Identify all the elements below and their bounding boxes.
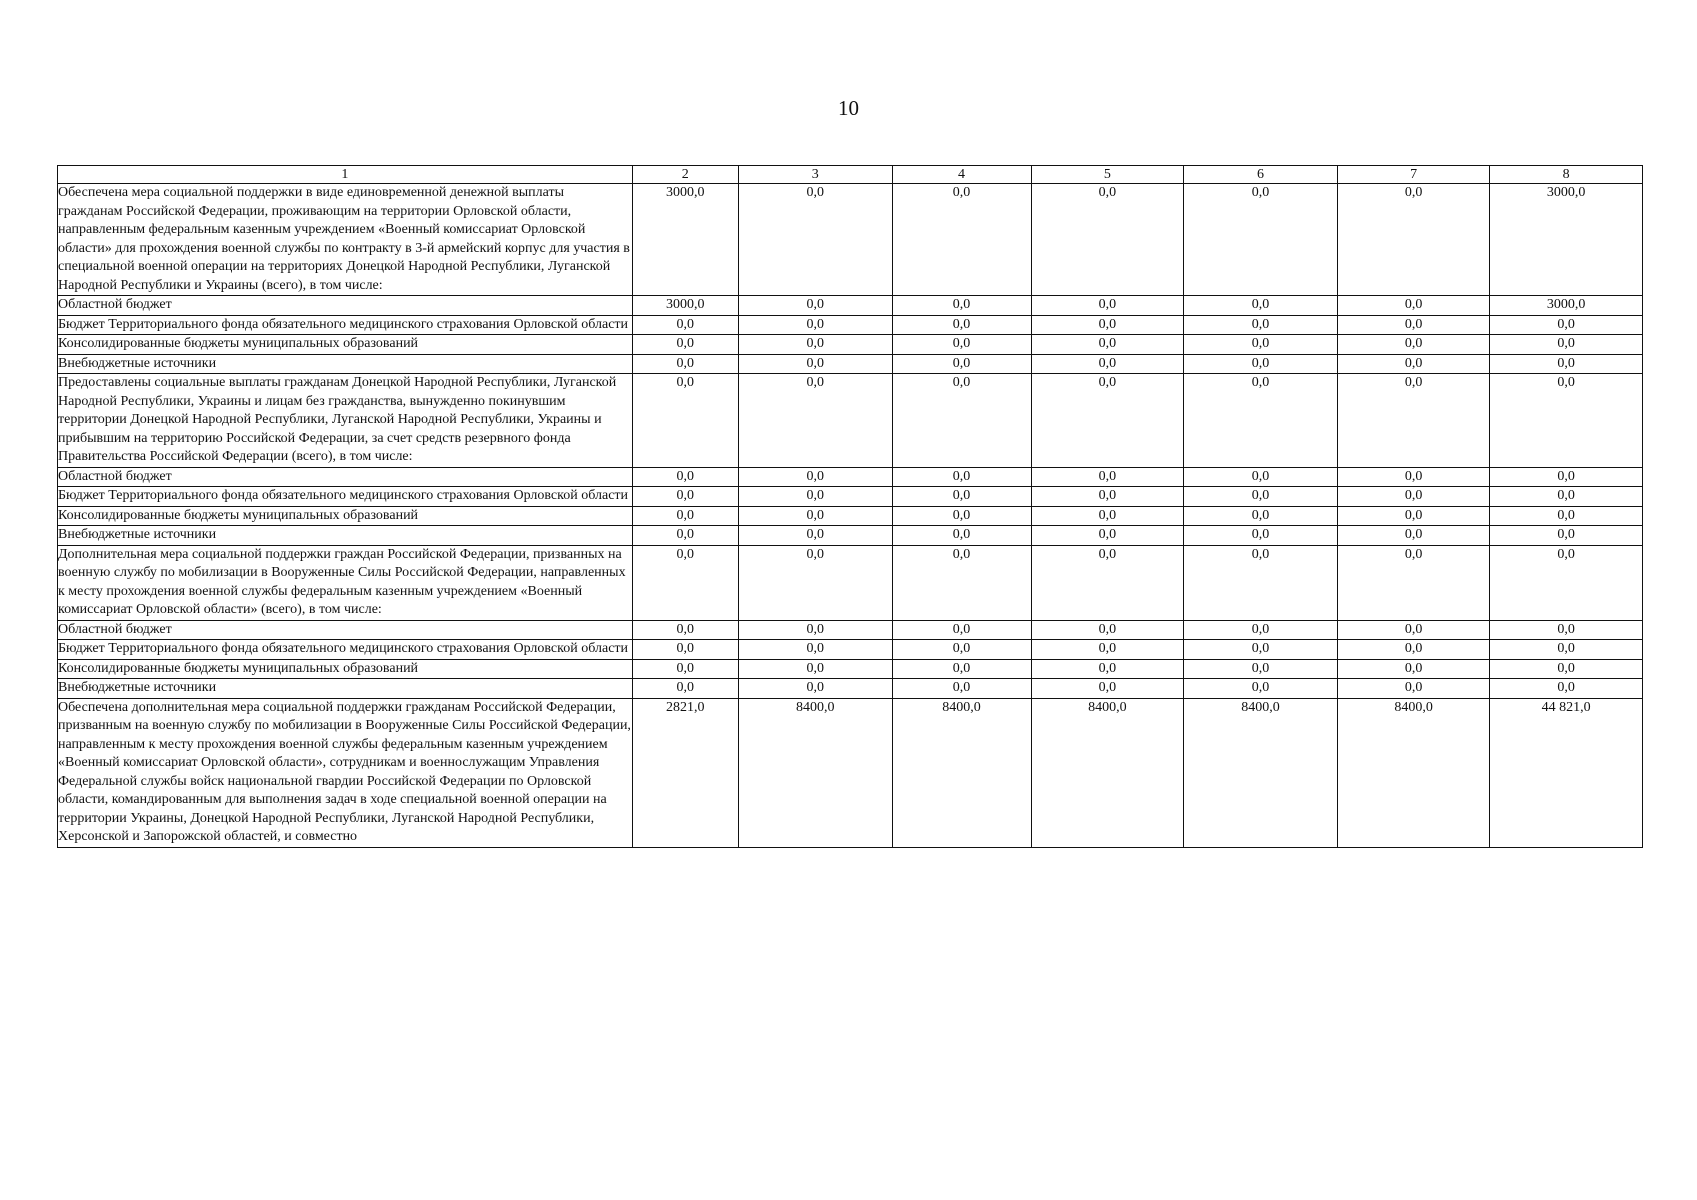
value-cell: 0,0 [1184,296,1338,316]
column-header: 3 [738,166,892,184]
value-cell: 0,0 [1490,659,1643,679]
value-cell: 0,0 [1031,487,1184,507]
value-cell: 0,0 [632,354,738,374]
column-header: 1 [58,166,633,184]
value-cell: 0,0 [1490,467,1643,487]
value-cell: 0,0 [1490,354,1643,374]
value-cell: 0,0 [738,620,892,640]
table-row [58,487,1643,507]
column-header: 4 [892,166,1031,184]
value-cell: 0,0 [1031,620,1184,640]
value-cell: 0,0 [632,640,738,660]
value-cell: 0,0 [1490,315,1643,335]
value-cell: 2821,0 [632,698,738,847]
value-cell: 0,0 [1490,620,1643,640]
value-cell: 0,0 [1031,640,1184,660]
table-row [58,506,1643,526]
value-cell: 8400,0 [1337,698,1490,847]
value-cell: 8400,0 [738,698,892,847]
value-cell: 0,0 [738,467,892,487]
value-cell: 0,0 [1031,374,1184,468]
value-cell: 0,0 [892,467,1031,487]
header-row [58,166,1643,184]
value-cell: 0,0 [632,335,738,355]
value-cell: 3000,0 [632,184,738,296]
row-label: Дополнительная мера социальной поддержки граждан Российской Федерации, призванных на военную службу по мобилизации в Вооруженные Силы Российской Федерации, направленных к месту прохождения военной службы федеральным казенным учреждением «Военный комиссариат Орловской области» (всего), в том числе: [58,545,633,620]
row-label: Консолидированные бюджеты муниципальных образований [58,506,633,526]
value-cell: 0,0 [738,296,892,316]
value-cell: 0,0 [1184,506,1338,526]
value-cell: 0,0 [632,506,738,526]
value-cell: 0,0 [1337,659,1490,679]
column-header: 6 [1184,166,1338,184]
value-cell: 0,0 [1337,335,1490,355]
value-cell: 0,0 [738,184,892,296]
value-cell: 0,0 [738,354,892,374]
table-row [58,335,1643,355]
table-row [58,184,1643,296]
row-label: Предоставлены социальные выплаты гражданам Донецкой Народной Республики, Луганской Народной Республики, Украины и лицам без гражданства, вынужденно покинувшим территории Донецкой Народной Республики, Луганской Народной Республики, Украины и прибывшим на территорию Российской Федерации, за счет средств резервного фонда Правительства Российской Федерации (всего), в том числе: [58,374,633,468]
value-cell: 0,0 [632,526,738,546]
value-cell: 0,0 [738,640,892,660]
value-cell: 0,0 [1031,679,1184,699]
value-cell: 0,0 [1031,506,1184,526]
value-cell: 0,0 [1337,487,1490,507]
row-label: Областной бюджет [58,620,633,640]
value-cell: 0,0 [1031,335,1184,355]
value-cell: 0,0 [1337,526,1490,546]
value-cell: 0,0 [632,679,738,699]
value-cell: 0,0 [1031,296,1184,316]
value-cell: 0,0 [1490,487,1643,507]
value-cell: 8400,0 [1184,698,1338,847]
value-cell: 44 821,0 [1490,698,1643,847]
value-cell: 0,0 [892,296,1031,316]
value-cell: 0,0 [892,679,1031,699]
column-header: 2 [632,166,738,184]
value-cell: 0,0 [1184,315,1338,335]
page-number: 10 [838,96,859,120]
value-cell: 0,0 [632,374,738,468]
value-cell: 0,0 [632,659,738,679]
value-cell: 0,0 [892,335,1031,355]
value-cell: 0,0 [1031,184,1184,296]
row-label: Областной бюджет [58,467,633,487]
value-cell: 0,0 [1490,679,1643,699]
value-cell: 0,0 [1031,354,1184,374]
table-row [58,296,1643,316]
value-cell: 0,0 [738,506,892,526]
value-cell: 0,0 [1184,545,1338,620]
table-row [58,545,1643,620]
value-cell: 0,0 [1490,640,1643,660]
value-cell: 0,0 [1490,335,1643,355]
column-header: 8 [1490,166,1643,184]
value-cell: 0,0 [892,506,1031,526]
value-cell: 0,0 [738,315,892,335]
table-row [58,620,1643,640]
table-row [58,659,1643,679]
value-cell: 0,0 [1337,679,1490,699]
value-cell: 0,0 [1337,620,1490,640]
value-cell: 0,0 [1337,315,1490,335]
value-cell: 0,0 [1490,545,1643,620]
table-row [58,374,1643,468]
value-cell: 0,0 [1184,374,1338,468]
value-cell: 0,0 [738,659,892,679]
value-cell: 0,0 [892,374,1031,468]
table-row [58,354,1643,374]
value-cell: 3000,0 [632,296,738,316]
value-cell: 8400,0 [892,698,1031,847]
value-cell: 0,0 [1337,354,1490,374]
value-cell: 0,0 [632,315,738,335]
value-cell: 0,0 [1337,374,1490,468]
value-cell: 0,0 [1184,184,1338,296]
value-cell: 0,0 [632,620,738,640]
value-cell: 0,0 [1184,487,1338,507]
value-cell: 0,0 [892,640,1031,660]
value-cell: 0,0 [1184,526,1338,546]
value-cell: 0,0 [738,487,892,507]
row-label: Внебюджетные источники [58,679,633,699]
value-cell: 0,0 [1184,467,1338,487]
table-row [58,467,1643,487]
table-row [58,679,1643,699]
value-cell: 0,0 [1184,679,1338,699]
value-cell: 0,0 [1490,526,1643,546]
value-cell: 0,0 [1184,659,1338,679]
value-cell: 8400,0 [1031,698,1184,847]
value-cell: 0,0 [738,526,892,546]
row-label: Внебюджетные источники [58,526,633,546]
value-cell: 0,0 [1031,467,1184,487]
row-label: Консолидированные бюджеты муниципальных образований [58,659,633,679]
value-cell: 0,0 [892,526,1031,546]
value-cell: 0,0 [892,487,1031,507]
value-cell: 0,0 [632,487,738,507]
value-cell: 0,0 [892,620,1031,640]
value-cell: 0,0 [1337,640,1490,660]
value-cell: 0,0 [892,545,1031,620]
row-label: Бюджет Территориального фонда обязательного медицинского страхования Орловской области [58,640,633,660]
value-cell: 0,0 [1337,184,1490,296]
value-cell: 3000,0 [1490,296,1643,316]
row-label: Внебюджетные источники [58,354,633,374]
value-cell: 0,0 [632,467,738,487]
value-cell: 0,0 [892,184,1031,296]
value-cell: 0,0 [1184,335,1338,355]
value-cell: 0,0 [892,659,1031,679]
row-label: Обеспечена дополнительная мера социальной поддержки гражданам Российской Федерации, призванным на военную службу по мобилизации в Вооруженные Силы Российской Федерации, направленным к месту прохождения военной службы федеральным казенным учреждением «Военный комиссариат Орловской области», сотрудникам и военнослужащим Управления Федеральной службы войск национальной гвардии Российской Федерации по Орловской области, командированным для выполнения задач в ходе специальной военной операции на территории Украины, Донецкой Народной Республики, Луганской Народной Республики, Херсонской и Запорожской областей, и совместно [58,698,633,847]
value-cell: 0,0 [738,679,892,699]
budget-table [57,165,1643,848]
value-cell: 0,0 [1031,315,1184,335]
row-label: Бюджет Территориального фонда обязательного медицинского страхования Орловской области [58,315,633,335]
row-label: Обеспечена мера социальной поддержки в виде единовременной денежной выплаты гражданам Российской Федерации, проживающим на территории Орловской области, направленным федеральным казенным учреждением «Военный комиссариат Орловской области» для прохождения военной службы по контракту в 3-й армейский корпус для участия в специальной военной операции на территориях Донецкой Народной Республики, Луганской Народной Республики и Украины (всего), в том числе: [58,184,633,296]
row-label: Областной бюджет [58,296,633,316]
value-cell: 0,0 [738,374,892,468]
value-cell: 0,0 [1031,526,1184,546]
value-cell: 0,0 [1490,506,1643,526]
row-label: Консолидированные бюджеты муниципальных образований [58,335,633,355]
value-cell: 0,0 [892,354,1031,374]
column-header: 5 [1031,166,1184,184]
table-row [58,640,1643,660]
value-cell: 3000,0 [1490,184,1643,296]
value-cell: 0,0 [1031,659,1184,679]
table-row [58,698,1643,847]
value-cell: 0,0 [1337,467,1490,487]
value-cell: 0,0 [1184,640,1338,660]
row-label: Бюджет Территориального фонда обязательного медицинского страхования Орловской области [58,487,633,507]
value-cell: 0,0 [738,545,892,620]
value-cell: 0,0 [1184,354,1338,374]
value-cell: 0,0 [1337,545,1490,620]
value-cell: 0,0 [738,335,892,355]
value-cell: 0,0 [632,545,738,620]
value-cell: 0,0 [1337,296,1490,316]
column-header: 7 [1337,166,1490,184]
table-row [58,315,1643,335]
value-cell: 0,0 [1031,545,1184,620]
value-cell: 0,0 [892,315,1031,335]
table-row [58,526,1643,546]
value-cell: 0,0 [1184,620,1338,640]
value-cell: 0,0 [1490,374,1643,468]
value-cell: 0,0 [1337,506,1490,526]
